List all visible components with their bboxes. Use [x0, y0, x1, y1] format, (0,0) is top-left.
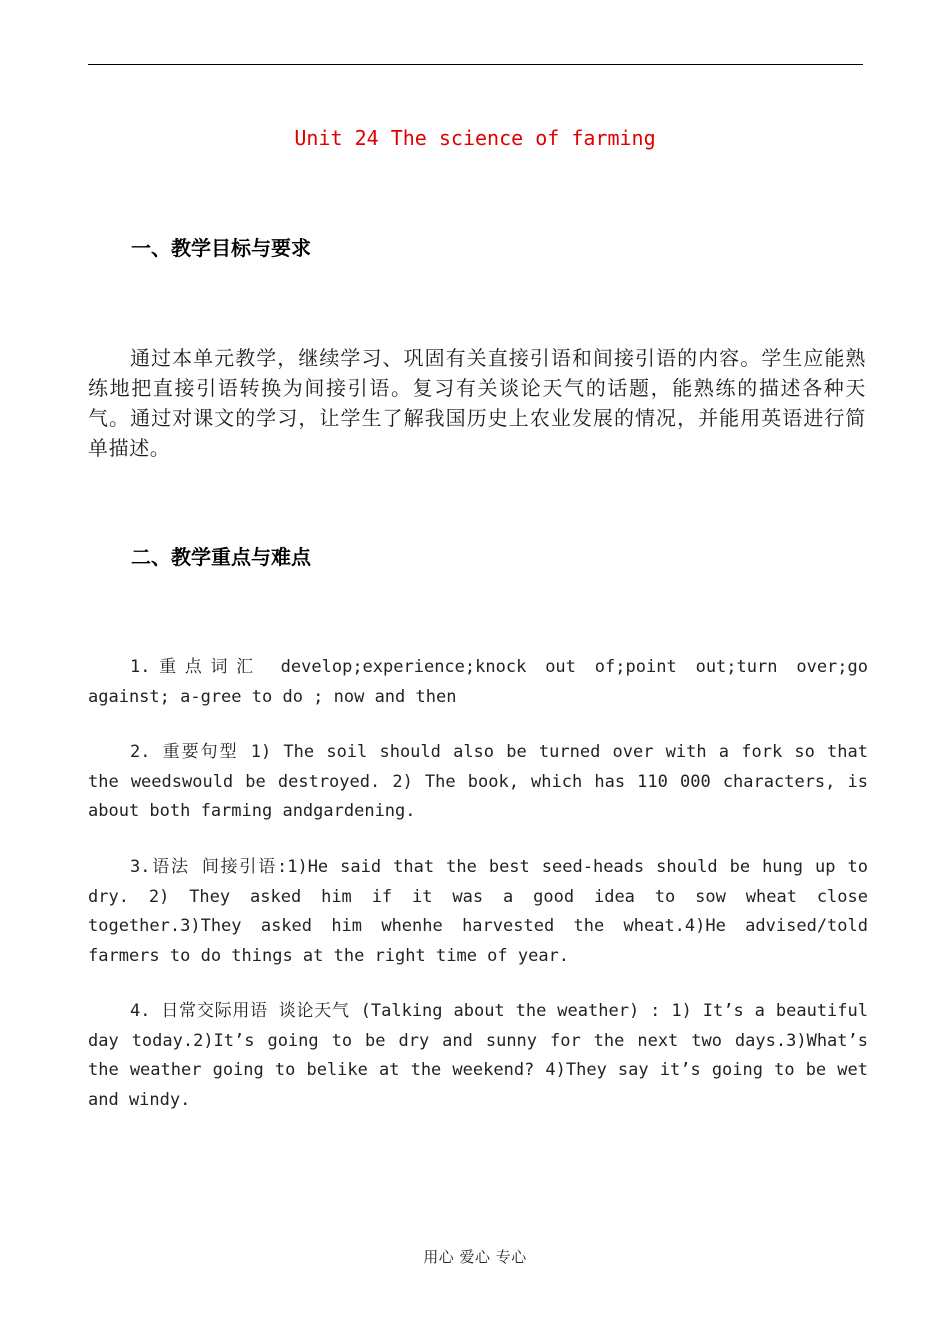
key-point-vocabulary: 1.重点词汇 develop;experience;knock out of;point out;turn over;go against; a-gree to do ; now and then — [88, 657, 868, 707]
key-point-everyday-english: 4. 日常交际用语 谈论天气 (Talking about the weather) : 1) It’s a beautiful day today.2)It’s going to be dry and sunny for the next two days.3)What’s the weather going to belike at the weekend? 4)They say it’s going to be wet and windy. — [88, 1001, 868, 1110]
key-point-grammar: 3.语法 间接引语:1)He said that the best seed-heads should be hung up to dry. 2) They asked him if it was a good idea to sow wheat close together.3)They asked him whenhe harvested the wheat.4)He advised/told farmers to do things at the right time of year. — [88, 857, 868, 966]
section-heading-objectives: 一、教学目标与要求 — [131, 236, 311, 260]
objectives-paragraph: 通过本单元教学，继续学习、巩固有关直接引语和间接引语的内容。学生应能熟练地把直接引语转换为间接引语。复习有关谈论天气的话题，能熟练的描述各种天气。通过对课文的学习，让学生了解我国历史上农业发展的情况，并能用英语进行简单描述。 — [88, 346, 866, 460]
page-footer: 用心 爱心 专心 — [423, 1248, 527, 1266]
key-point-sentence-patterns: 2. 重要句型 1) The soil should also be turned over with a fork so that the weedswould be destroyed. 2) The book, which has 110 000 characters, is about both farming andgardening. — [88, 742, 868, 821]
section-heading-key-points: 二、教学重点与难点 — [131, 545, 311, 569]
document-title: Unit 24 The science of farming — [294, 126, 656, 150]
header-rule — [88, 64, 863, 65]
